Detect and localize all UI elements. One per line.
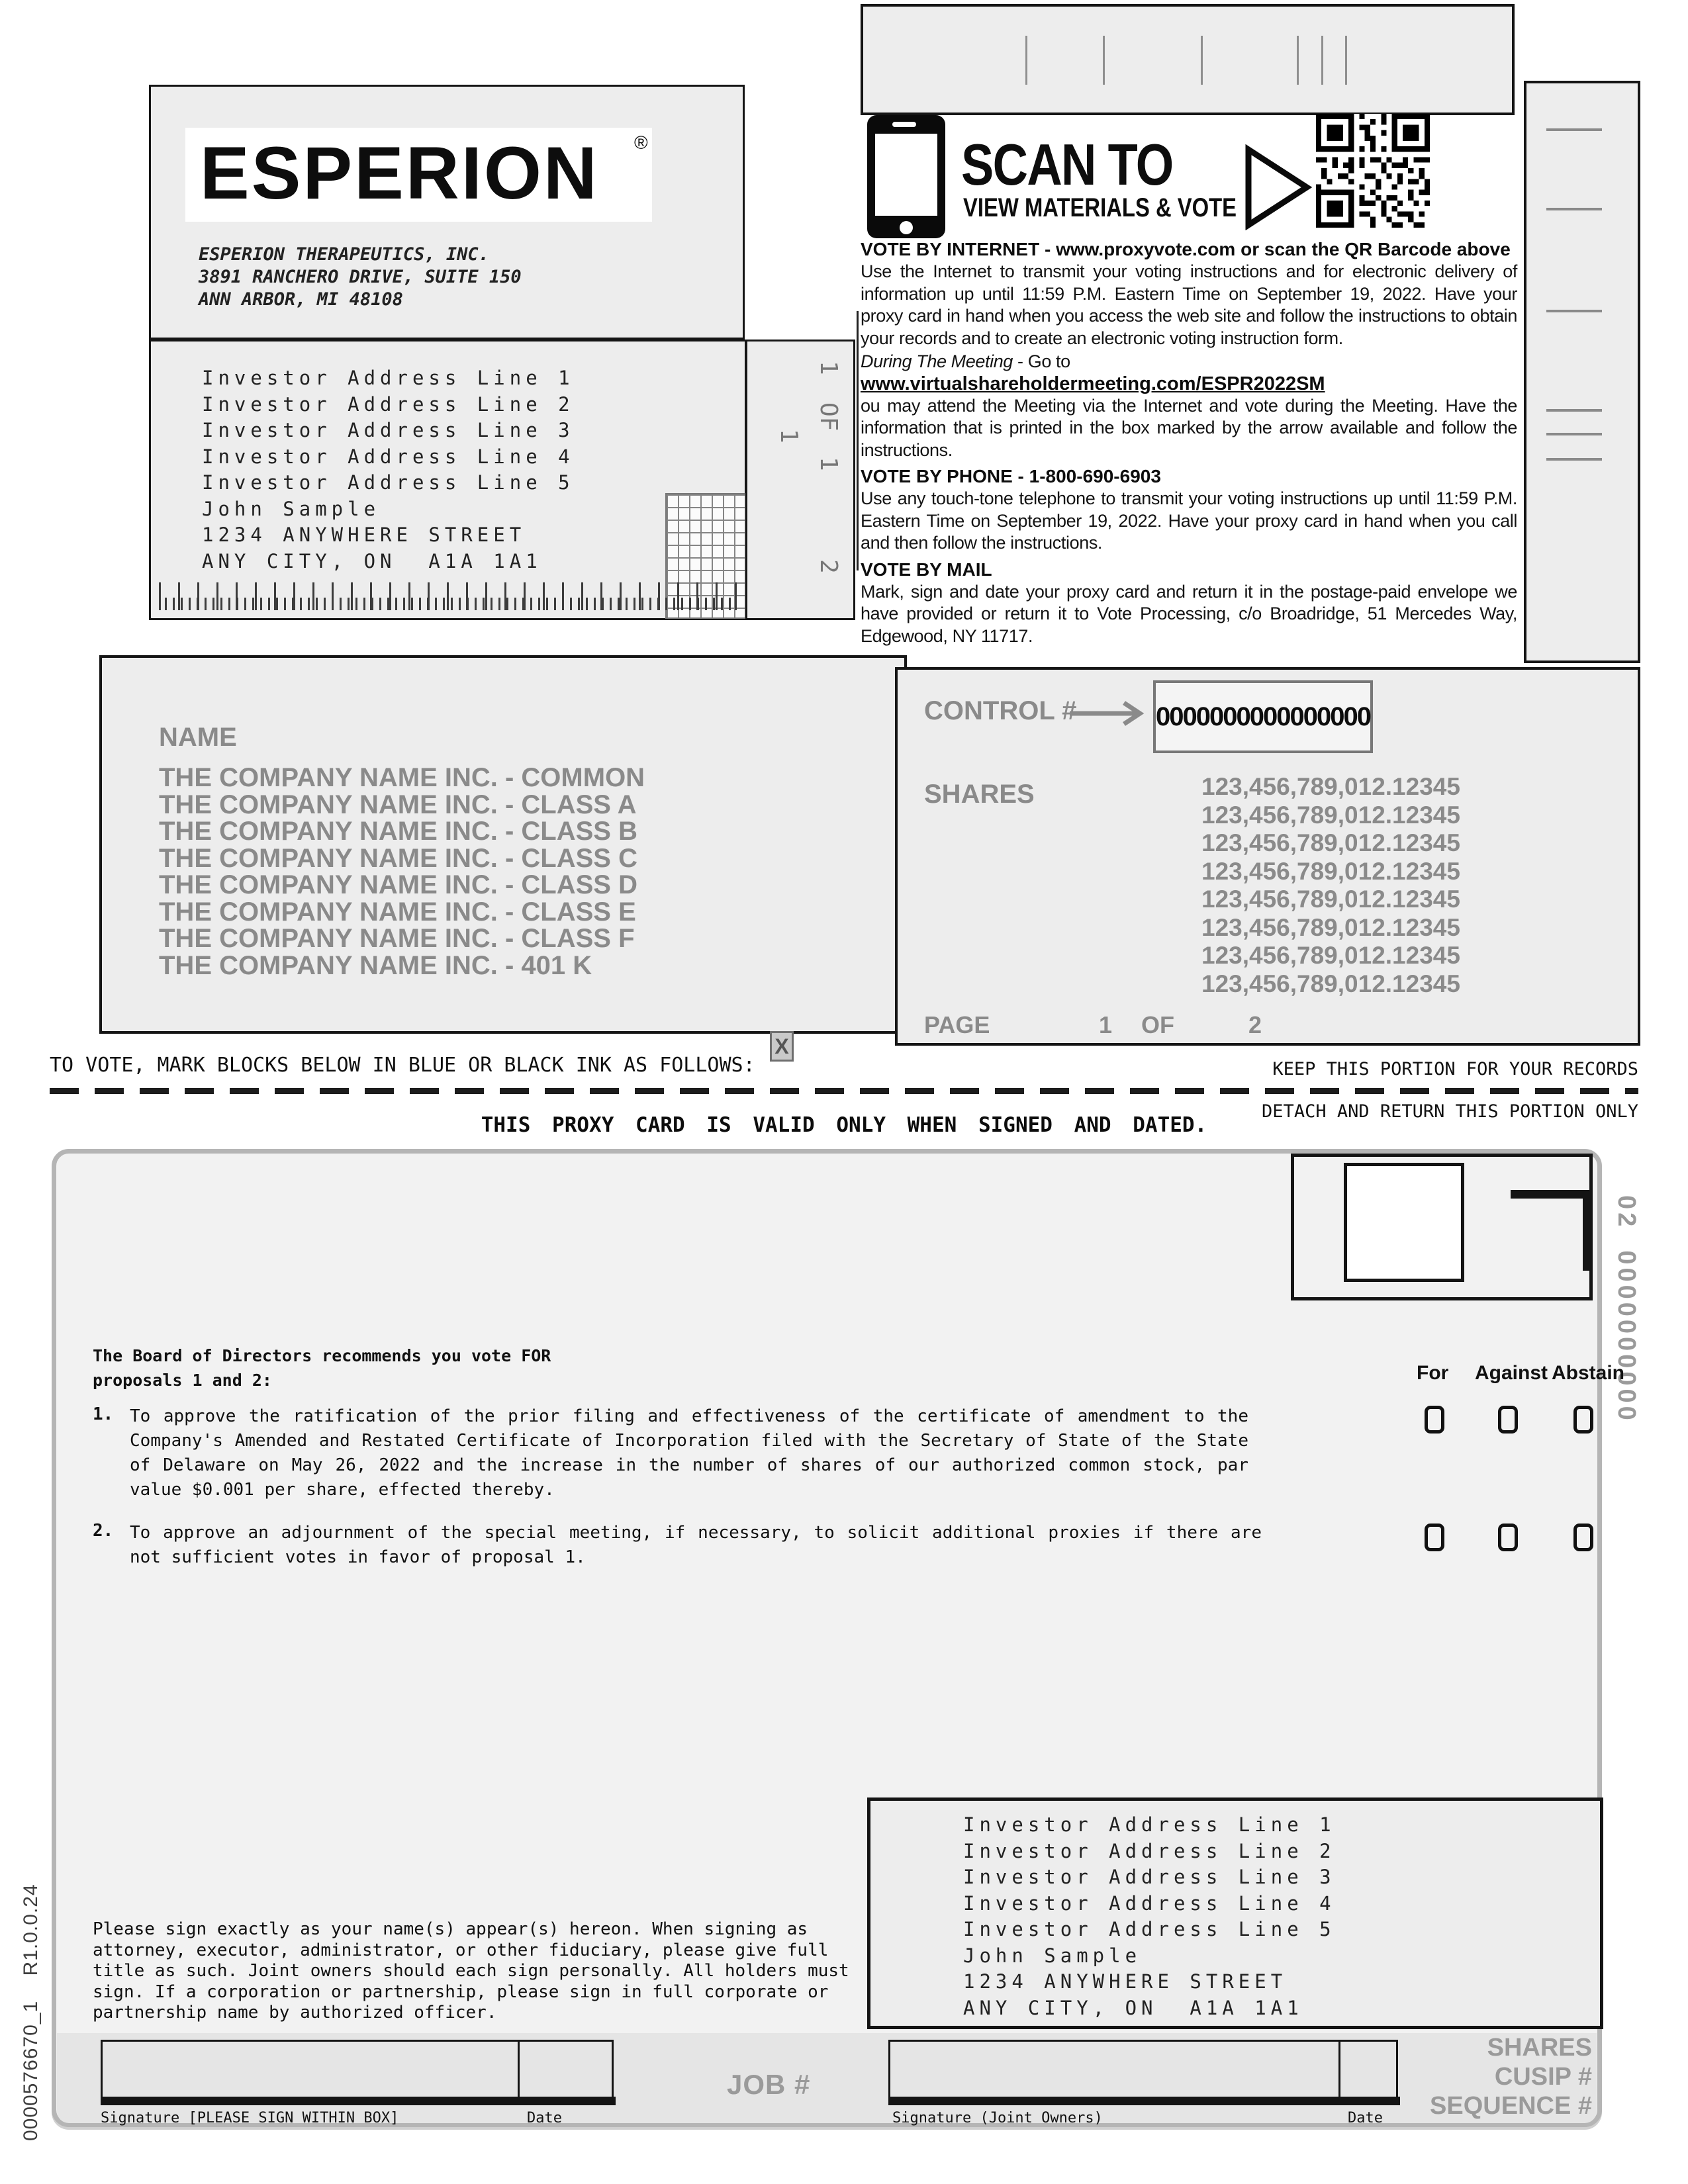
signature-box-joint[interactable] — [888, 2040, 1398, 2098]
date-primary-label: Date — [527, 2110, 562, 2126]
column-header-for: For — [1417, 1362, 1449, 1384]
checkbox-proposal-1-against[interactable] — [1498, 1406, 1518, 1433]
during-meeting-body: ou may attend the Meeting via the Internet and vote during the Meeting. Have the information that is printed in the box marked by the arrow available and follow the instructions. — [861, 395, 1517, 460]
share-row: 123,456,789,012.12345 — [1201, 801, 1460, 829]
postnet-barcode — [159, 582, 738, 610]
signature-date-divider — [518, 2040, 520, 2098]
address-line: Investor Address Line 5 — [963, 1918, 1336, 1940]
card-reference-labels — [1360, 2033, 1592, 2120]
address-line: Investor Address Line 3 — [202, 419, 575, 441]
address-line: Investor Address Line 2 — [202, 392, 575, 416]
vote-phone-heading: VOTE BY PHONE - 1-800-690-6903 — [861, 466, 1161, 486]
share-row: 123,456,789,012.12345 — [1201, 913, 1460, 941]
qr-code[interactable] — [1316, 114, 1430, 228]
checkbox-proposal-1-abstain[interactable] — [1573, 1406, 1593, 1433]
holding-row: THE COMPANY NAME INC. - CLASS B — [159, 817, 637, 846]
ref-cusip: CUSIP # — [1494, 2063, 1592, 2091]
checkbox-proposal-2-for[interactable] — [1425, 1524, 1444, 1551]
page-strip-mark: 2 — [815, 559, 842, 574]
barcode-bars — [165, 598, 733, 610]
scan-title: SCAN TO — [961, 132, 1173, 197]
page-label: PAGE — [924, 1011, 990, 1038]
address-line: John Sample — [963, 1944, 1142, 1967]
signature-box-primary[interactable] — [101, 2040, 614, 2098]
holdings-list — [159, 764, 645, 979]
registered-mark: ® — [634, 132, 648, 153]
registration-mark — [1546, 310, 1602, 312]
control-label: CONTROL # — [924, 696, 1077, 725]
smartphone-icon — [866, 114, 947, 240]
share-row: 123,456,789,012.12345 — [1201, 942, 1460, 969]
checkbox-proposal-2-against[interactable] — [1498, 1524, 1518, 1551]
share-row: 123,456,789,012.12345 — [1201, 857, 1460, 885]
proposal-2-number: 2. — [93, 1521, 114, 1541]
ref-sequence: SEQUENCE # — [1430, 2092, 1592, 2120]
page-strip — [745, 340, 855, 620]
registration-tick — [1297, 36, 1299, 85]
registration-bar — [861, 4, 1515, 115]
sender-address1: 3891 RANCHERO DRIVE, SUITE 150 — [199, 267, 522, 287]
recipient-address-block — [202, 365, 575, 574]
board-recommendation-2: proposals 1 and 2: — [93, 1371, 272, 1390]
vote-mail-heading: VOTE BY MAIL — [861, 559, 992, 580]
signature-joint-label: Signature (Joint Owners) — [892, 2110, 1103, 2126]
date-joint-label: Date — [1348, 2110, 1383, 2126]
address-line: ANY CITY, ON A1A 1A1 — [202, 549, 542, 572]
vote-phone-body: Use any touch-tone telephone to transmit your voting instructions up until 11:59 P.M. Eastern Time on September 19, 2022. Have your proxy card in hand when you call and then follow the instructions. — [861, 488, 1517, 553]
proposal-1-number: 1. — [93, 1404, 114, 1424]
share-row: 123,456,789,012.12345 — [1201, 829, 1460, 856]
shares-list — [1201, 773, 1460, 998]
page-strip-mark: 1 — [815, 457, 842, 471]
sender-name: ESPERION THERAPEUTICS, INC. — [199, 244, 489, 265]
corner-white-square — [1344, 1163, 1464, 1282]
registration-mark — [1546, 458, 1602, 461]
sender-address2: ANN ARBOR, MI 48108 — [199, 289, 403, 310]
page-total: 2 — [1248, 1011, 1262, 1038]
registration-mark — [1546, 128, 1602, 131]
shares-label: SHARES — [924, 780, 1035, 809]
virtual-meeting-link[interactable]: www.virtualshareholdermeeting.com/ESPR2022SM — [861, 373, 1325, 394]
page-current: 1 — [1099, 1011, 1113, 1038]
vote-internet-heading: VOTE BY INTERNET - www.proxyvote.com or scan the QR Barcode above — [861, 239, 1511, 259]
during-meeting-label: During The Meeting — [861, 351, 1013, 371]
to-vote-instruction: TO VOTE, MARK BLOCKS BELOW IN BLUE OR BLACK INK AS FOLLOWS: — [50, 1054, 755, 1077]
column-header-abstain: Abstain — [1552, 1362, 1625, 1384]
scan-subtitle: VIEW MATERIALS & VOTE — [963, 193, 1237, 222]
registration-mark — [1546, 409, 1602, 412]
registration-mark — [1546, 433, 1602, 435]
name-label: NAME — [159, 723, 237, 752]
vote-internet-body: Use the Internet to transmit your voting instructions and for electronic delivery of information up until 11:59 P.M. Eastern Time on September 19, 2022. Have your proxy card in hand when you access the web site and follow the instructions to obtain your records and to create an electronic voting instruction form. — [861, 261, 1517, 348]
share-row: 123,456,789,012.12345 — [1201, 970, 1460, 997]
signature-box-primary-baseline — [101, 2097, 616, 2105]
arrow-right-icon — [1243, 144, 1313, 230]
during-meeting-mid: - Go to — [1012, 351, 1070, 371]
perforation-line — [50, 1088, 1638, 1094]
ref-shares: SHARES — [1487, 2034, 1592, 2062]
share-row: 123,456,789,012.12345 — [1201, 773, 1460, 800]
board-recommendation: The Board of Directors recommends you vote FOR — [93, 1346, 551, 1365]
control-number-field — [1153, 680, 1373, 753]
signature-primary-label: Signature [PLEASE SIGN WITHIN BOX] — [101, 2110, 399, 2126]
registration-tick — [1025, 36, 1027, 85]
registration-column — [1524, 81, 1640, 663]
recipient-address-block-bottom — [963, 1812, 1336, 2021]
share-row: 123,456,789,012.12345 — [1201, 886, 1460, 913]
x-mark-glyph: X — [774, 1034, 789, 1058]
registration-mark — [1546, 208, 1602, 210]
detach-portion-note: DETACH AND RETURN THIS PORTION ONLY — [1262, 1101, 1638, 1122]
page-strip-mark: 1 — [775, 429, 802, 443]
x-mark — [770, 1031, 794, 1062]
address-line: John Sample — [202, 497, 381, 520]
side-code-right: 02 0000000000 — [1613, 1195, 1640, 1424]
proposal-2-text: To approve an adjournment of the special meeting, if necessary, to solicit additional proxies if there are not sufficient votes in favor of proposal 1. — [130, 1523, 1262, 1567]
holding-row: THE COMPANY NAME INC. - 401 K — [159, 950, 592, 980]
job-number-label: JOB # — [727, 2069, 811, 2100]
address-line: 1234 ANYWHERE STREET — [963, 1970, 1288, 1993]
registration-tick — [1345, 36, 1347, 85]
holding-row: THE COMPANY NAME INC. - CLASS A — [159, 790, 637, 819]
proposal-1-text: To approve the ratification of the prior filing and effectiveness of the certificate of amendment to the Company's Amended and Restated Certificate of Incorporation filed with the Secretary of State of the State of Delaware on May 26, 2022 and the increase in the number of shares of our authorized common stock, par value $0.001 per share, effected thereby. — [130, 1406, 1248, 1500]
checkbox-proposal-1-for[interactable] — [1425, 1406, 1444, 1433]
vote-mail-body: Mark, sign and date your proxy card and return it in the postage-paid envelope we have provided or return it to Vote Processing, c/o Broadridge, 51 Mercedes Way, Edgewood, NY 11717. — [861, 581, 1517, 646]
holding-row: THE COMPANY NAME INC. - CLASS E — [159, 897, 636, 927]
address-line: Investor Address Line 5 — [202, 471, 575, 494]
holding-row: THE COMPANY NAME INC. - COMMON — [159, 763, 645, 792]
registration-tick — [1103, 36, 1105, 85]
page-strip-mark: 1 — [815, 361, 842, 375]
corner-bracket-icon — [1511, 1190, 1591, 1199]
registration-tick — [1201, 36, 1203, 85]
address-line: Investor Address Line 3 — [963, 1866, 1336, 1888]
registration-tick — [1321, 36, 1323, 85]
control-arrow-icon — [1070, 699, 1149, 728]
holding-row: THE COMPANY NAME INC. - CLASS C — [159, 843, 637, 873]
address-line: Investor Address Line 4 — [963, 1891, 1336, 1915]
address-line: 1234 ANYWHERE STREET — [202, 523, 526, 546]
page-strip-mark: OF — [815, 402, 842, 432]
signature-box-joint-baseline — [888, 2097, 1400, 2105]
page-of: OF — [1141, 1011, 1174, 1038]
holding-row: THE COMPANY NAME INC. - CLASS D — [159, 870, 637, 899]
control-number: 0000000000000000 — [1156, 702, 1370, 731]
address-line: Investor Address Line 2 — [963, 1839, 1336, 1862]
address-line: ANY CITY, ON A1A 1A1 — [963, 1996, 1303, 2019]
vote-methods — [861, 238, 1517, 647]
column-header-against: Against — [1475, 1362, 1548, 1384]
address-line: Investor Address Line 1 — [963, 1813, 1336, 1836]
vote-methods-left-rule — [857, 311, 859, 570]
checkbox-proposal-2-abstain[interactable] — [1573, 1524, 1593, 1551]
keep-portion-note: KEEP THIS PORTION FOR YOUR RECORDS — [1272, 1059, 1638, 1079]
holding-row: THE COMPANY NAME INC. - CLASS F — [159, 924, 635, 953]
address-line: Investor Address Line 4 — [202, 445, 575, 468]
sign-instructions: Please sign exactly as your name(s) appear(s) hereon. When signing as attorney, executor, administrator, or other fiduciary, please give full title as such. Joint owners should each sign personally. All holders must sign. If a corporation or partnership, please sign in full corporate or partnership name by authorized officer. — [93, 1919, 849, 2023]
esperion-logo: ESPERION — [200, 132, 599, 214]
valid-note: THIS PROXY CARD IS VALID ONLY WHEN SIGNED AND DATED. — [481, 1113, 1207, 1137]
signature-joint-divider — [1338, 2040, 1340, 2098]
side-code-left: 0000576670_1 R1.0.0.24 — [20, 1884, 42, 2141]
address-line: Investor Address Line 1 — [202, 367, 575, 389]
corner-bracket-icon — [1583, 1190, 1591, 1271]
